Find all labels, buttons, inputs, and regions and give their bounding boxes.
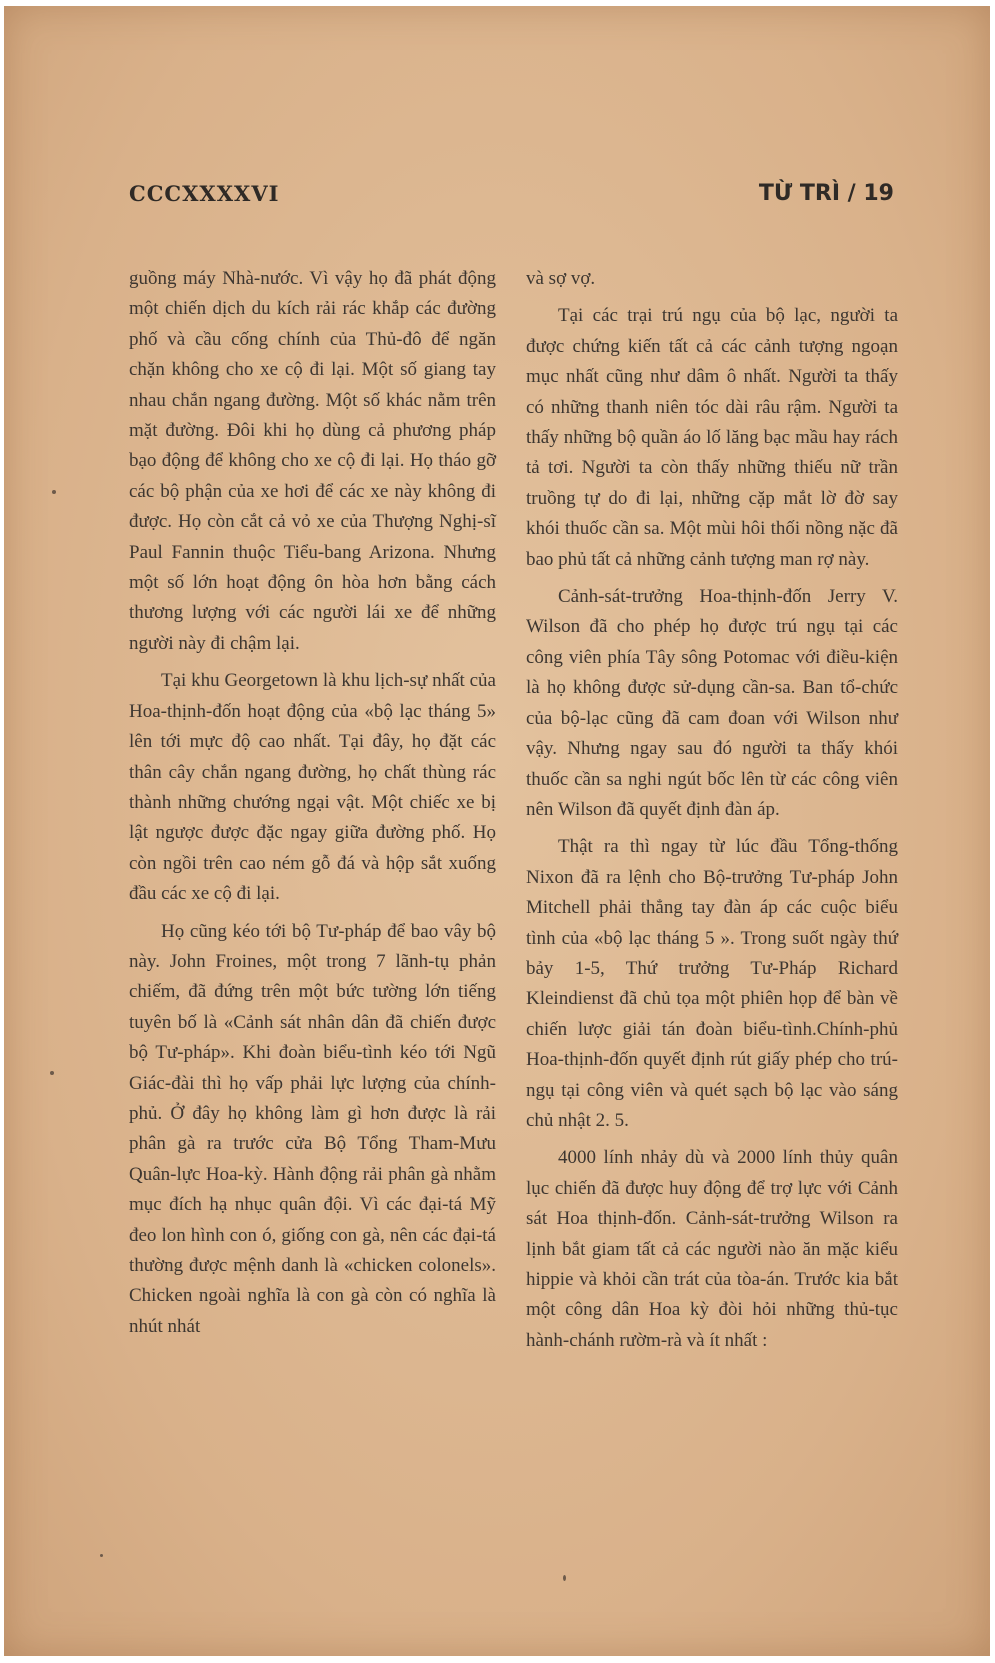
paragraph: Cảnh-sát-trưởng Hoa-thịnh-đốn Jerry V. Wilson đã cho phép họ được trú ngụ tại các công viên phía Tây sông Potomac với điều-kiện là họ không được sử-dụng cần-sa. Ban tổ-chức của bộ-lạc cũng đã cam đoan với Wilson như vậy. Nhưng ngay sau đó người ta thấy khói thuốc cần sa nghi ngút bốc lên từ các công viên nên Wilson đã quyết định đàn áp. (526, 586, 898, 820)
paragraph: 4000 lính nhảy dù và 2000 lính thủy quân lục chiến đã được huy động để trợ lực với Cảnh sát Hoa thịnh-đốn. Cảnh-sát-trưởng Wilson ra lịnh bắt giam tất cả các người nào ăn mặc kiểu hippie và khỏi cần trát của tòa-án. Trước kia bắt một công dân Hoa kỳ đòi hỏi những thủ-tục hành-chánh rườm-rà và ít nhất : (526, 1147, 898, 1351)
running-header (4, 181, 990, 221)
right-column (526, 264, 898, 1363)
paragraph: và sợ vợ. (526, 268, 596, 289)
paragraph: Họ cũng kéo tới bộ Tư-pháp để bao vây bộ này. John Froines, một trong 7 lãnh-tụ phản chiếm, đã đứng trên một bức tường lớn tiếng tuyên bố là «Cảnh sát nhân dân đã chiến được bộ Tư-pháp». Khi đoàn biểu-tình kéo tới Ngũ Giác-đài thì họ vấp phải lực lượng của chính-phủ. Ở đây họ không làm gì hơn được là rải phân gà ra trước cửa Bộ Tổng Tham-Mưu Quân-lực Hoa-kỳ. Hành động rải phân gà nhằm mục đích hạ nhục quân đội. Vì các đại-tá Mỹ đeo lon hình con ó, giống con gà, nên các đại-tá thường được mệnh danh là «chicken colonels». Chicken ngoài nghĩa là con gà còn có nghĩa là nhút nhát (129, 920, 496, 1337)
paper-speck (50, 1071, 54, 1075)
header-page-title: TỪ TRÌ / 19 (758, 181, 894, 206)
header-roman-numeral: CCCXXXXVI (129, 181, 280, 206)
left-column (129, 264, 496, 1349)
paper-speck (100, 1554, 103, 1557)
paper-speck (52, 490, 56, 494)
book-page (4, 6, 990, 1656)
paper-speck (563, 1575, 566, 1581)
paragraph: Tại các trại trú ngụ của bộ lạc, người ta được chứng kiến tất cả các cảnh tượng ngoạn mục nhất cũng như dâm ô nhất. Người ta thấy có những thanh niên tóc dài râu rậm. Người ta thấy những bộ quần áo lố lăng bạc mầu hay rách tả tơi. Người ta còn thấy những thiếu nữ trần truồng tự do đi lại, những cặp mắt lờ đờ say khói thuốc cần sa. Một mùi hôi thối nồng nặc đã bao phủ tất cả những cảnh tượng man rợ này. (526, 305, 898, 570)
paragraph: Thật ra thì ngay từ lúc đầu Tổng-thống Nixon đã ra lệnh cho Bộ-trưởng Tư-pháp John Mitchell phải thẳng tay đàn áp các cuộc biểu tình của «bộ lạc tháng 5 ». Trong suốt ngày thứ bảy 1-5, Thứ trưởng Tư-Pháp Richard Kleindienst đã chủ tọa một phiên họp để bàn về chiến lược giải tán đoàn biểu-tình.Chính-phủ Hoa-thịnh-đốn quyết định rút giấy phép cho trú-ngụ tại công viên và quét sạch bộ lạc vào sáng chủ nhật 2. 5. (526, 836, 898, 1131)
paragraph: Tại khu Georgetown là khu lịch-sự nhất của Hoa-thịnh-đốn hoạt động của «bộ lạc tháng 5» lên tới mực độ cao nhất. Tại đây, họ đặt các thân cây chắn ngang đường, họ chất thùng rác thành những chướng ngại vật. Một chiếc xe bị lật ngược được đặc ngay giữa đường phố. Họ còn ngồi trên cao ném gỗ đá và hộp sắt xuống đầu các xe cộ đi lại. (129, 670, 496, 905)
paragraph: guồng máy Nhà-nước. Vì vậy họ đã phát động một chiến dịch du kích rải rác khắp các đường phố và cầu cống chính của Thủ-đô để ngăn chặn không cho xe cộ đi lại. Một số giang tay nhau chắn ngang đường. Một số khác nằm trên mặt đường. Đôi khi họ dùng cả phương pháp bạo động để không cho xe cộ đi lại. Họ tháo gỡ các bộ phận của xe hơi để các xe này không đi được. Họ còn cắt cả vỏ xe của Thượng Nghị-sĩ Paul Fannin thuộc Tiểu-bang Arizona. Nhưng một số lớn hoạt động ôn hòa hơn bằng cách thương lượng với các người lái xe để những người này đi chậm lại. (129, 268, 496, 654)
